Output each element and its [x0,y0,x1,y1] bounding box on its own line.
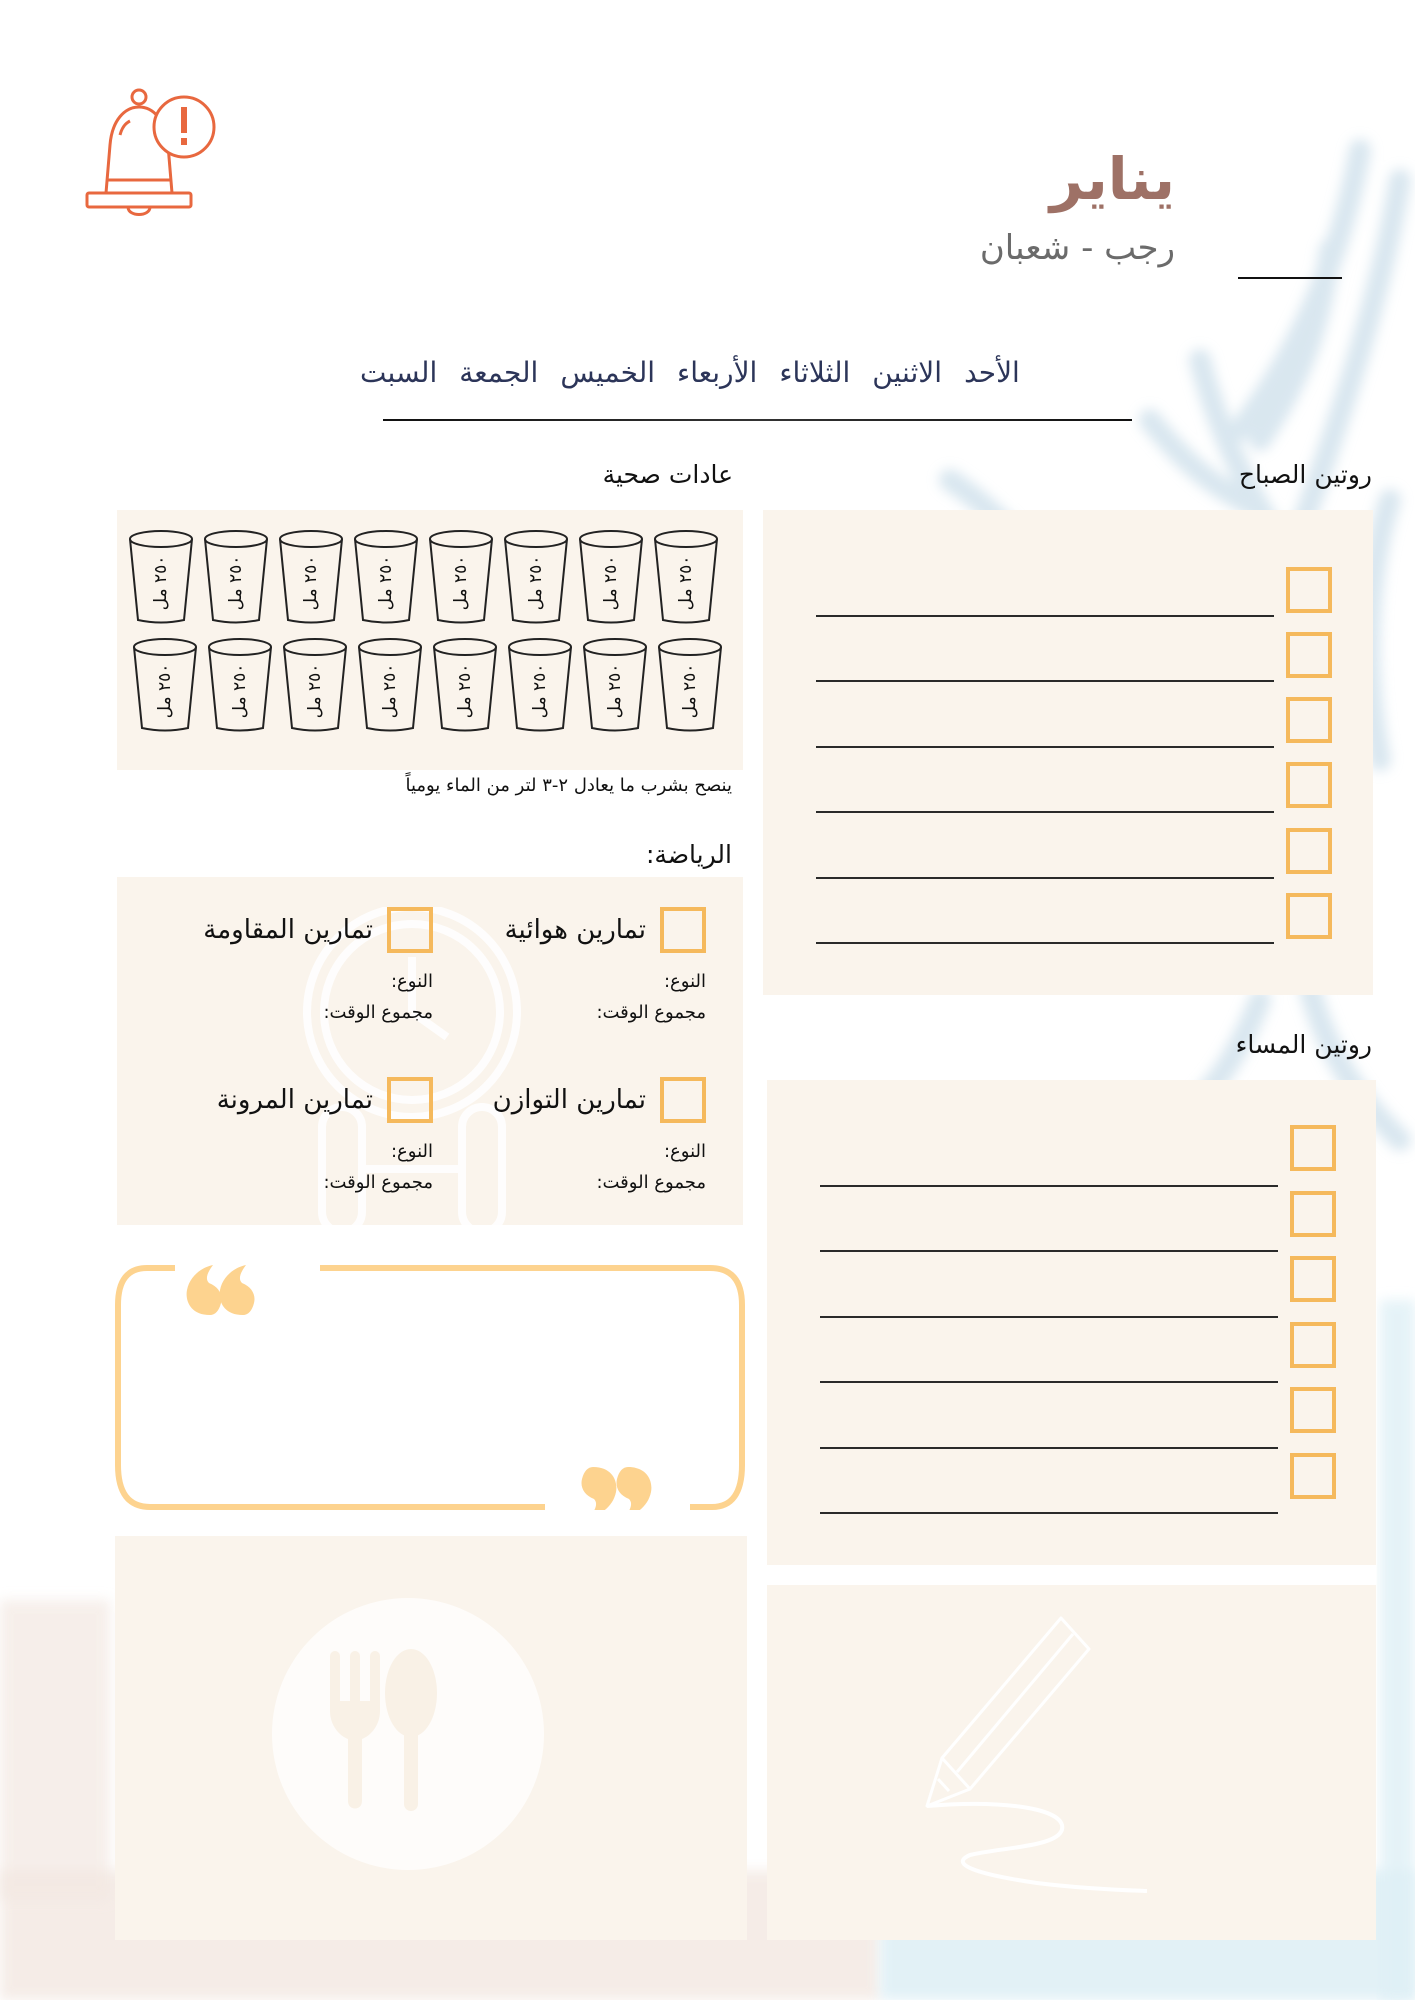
water-cup[interactable] [578,530,644,626]
cup-label: ٢٥٠ مل [676,555,696,611]
day-saturday[interactable]: السبت [360,356,438,389]
water-cup[interactable] [278,530,344,626]
routine-checkbox[interactable] [1290,1453,1336,1499]
routine-row [767,1125,1376,1191]
notes-panel[interactable] [767,1585,1376,1940]
exercise-checkbox[interactable] [660,907,706,953]
cup-label: ٢٥٠ مل [155,663,175,719]
water-cup[interactable] [503,530,569,626]
water-cup[interactable] [282,638,348,734]
water-cup[interactable] [582,638,648,734]
exercise-time-field[interactable]: مجموع الوقت: [596,1002,706,1023]
exercise-name: تمارين التوازن [492,1085,646,1115]
cup-label: ٢٥٠ مل [376,555,396,611]
fork-spoon-icon [270,1596,550,1876]
routine-line[interactable] [816,877,1274,879]
exercise-name: تمارين هوائية [504,915,646,945]
routine-line[interactable] [820,1381,1278,1383]
cup-label: ٢٥٠ مل [605,663,625,719]
routine-line[interactable] [820,1447,1278,1449]
water-recommendation: ينصح بشرب ما يعادل ٢-٣ لتر من الماء يومياً [405,775,732,796]
water-cup[interactable] [657,638,723,734]
exercise-type-field[interactable]: النوع: [663,1141,706,1162]
exercise-type-field[interactable]: النوع: [663,971,706,992]
exercise-item-balance [493,1077,706,1193]
exercise-name: تمارين المقاومة [203,915,373,945]
cup-label: ٢٥٠ مل [530,663,550,719]
water-tracker-panel [117,510,743,770]
routine-line[interactable] [820,1250,1278,1252]
routine-row [763,621,1373,687]
routine-row [767,1256,1376,1322]
routine-row [763,686,1373,752]
exercise-time-field[interactable]: مجموع الوقت: [323,1002,433,1023]
routine-row [767,1191,1376,1257]
water-cup[interactable] [207,638,273,734]
water-cup[interactable] [507,638,573,734]
morning-routine-title: روتين الصباح [1238,460,1372,489]
routine-checkbox[interactable] [1290,1125,1336,1171]
pencil-icon [767,1585,1376,1940]
cup-label: ٢٥٠ مل [680,663,700,719]
cup-label: ٢٥٠ مل [380,663,400,719]
routine-checkbox[interactable] [1290,1191,1336,1237]
exercise-item-aerobic [505,907,706,1023]
day-sunday[interactable]: الأحد [964,356,1020,389]
routine-checkbox[interactable] [1286,828,1332,874]
water-cup[interactable] [353,530,419,626]
evening-routine-title: روتين المساء [1235,1030,1372,1059]
water-cup[interactable] [128,530,194,626]
water-cup[interactable] [428,530,494,626]
routine-checkbox[interactable] [1286,632,1332,678]
routine-row [767,1387,1376,1453]
routine-row [763,817,1373,883]
routine-row [767,1322,1376,1388]
routine-line[interactable] [820,1512,1278,1514]
exercise-checkbox[interactable] [387,1077,433,1123]
water-cup[interactable] [132,638,198,734]
cup-label: ٢٥٠ مل [305,663,325,719]
routine-checkbox[interactable] [1286,762,1332,808]
week-days [360,356,1110,389]
day-thursday[interactable]: الخميس [560,356,656,389]
cup-label: ٢٥٠ مل [151,555,171,611]
routine-line[interactable] [816,680,1274,682]
routine-checkbox[interactable] [1286,567,1332,613]
days-divider [383,419,1132,421]
bell-alert-icon [80,85,220,225]
water-cup[interactable] [432,638,498,734]
exercise-panel [117,877,743,1225]
day-monday[interactable]: الاثنين [872,356,943,389]
exercise-checkbox[interactable] [387,907,433,953]
routine-line[interactable] [820,1316,1278,1318]
routine-line[interactable] [816,746,1274,748]
quote-text-area[interactable] [140,1300,720,1480]
healthy-habits-title: عادات صحية [602,460,733,489]
routine-checkbox[interactable] [1286,893,1332,939]
cup-label: ٢٥٠ مل [455,663,475,719]
exercise-time-field[interactable]: مجموع الوقت: [323,1172,433,1193]
hijri-months: رجب - شعبان [979,228,1175,268]
routine-line[interactable] [816,615,1274,617]
morning-routine-panel [763,510,1373,995]
exercise-checkbox[interactable] [660,1077,706,1123]
routine-row [763,883,1373,949]
exercise-item-flexibility [217,1077,433,1193]
meals-panel[interactable] [115,1536,747,1940]
water-cup[interactable] [357,638,423,734]
exercise-title: الرياضة: [646,840,732,869]
cup-label: ٢٥٠ مل [601,555,621,611]
day-tuesday[interactable]: الثلاثاء [779,356,851,389]
routine-checkbox[interactable] [1286,697,1332,743]
date-line[interactable] [1238,277,1342,279]
routine-checkbox[interactable] [1290,1256,1336,1302]
routine-row [763,555,1373,621]
evening-routine-panel [767,1080,1376,1565]
routine-row [767,1453,1376,1519]
water-cup[interactable] [653,530,719,626]
cup-label: ٢٥٠ مل [451,555,471,611]
routine-line[interactable] [816,811,1274,813]
exercise-type-field[interactable]: النوع: [390,971,433,992]
routine-checkbox[interactable] [1290,1387,1336,1433]
exercise-time-field[interactable]: مجموع الوقت: [596,1172,706,1193]
exercise-name: تمارين المرونة [216,1085,373,1115]
routine-line[interactable] [816,942,1274,944]
water-cup[interactable] [203,530,269,626]
cup-label: ٢٥٠ مل [230,663,250,719]
cup-label: ٢٥٠ مل [301,555,321,611]
cup-label: ٢٥٠ مل [226,555,246,611]
month-title: يناير [1049,145,1175,213]
routine-checkbox[interactable] [1290,1322,1336,1368]
day-friday[interactable]: الجمعة [459,356,539,389]
cup-label: ٢٥٠ مل [526,555,546,611]
exercise-type-field[interactable]: النوع: [390,1141,433,1162]
exercise-item-resistance [203,907,433,1023]
routine-line[interactable] [820,1185,1278,1187]
day-wednesday[interactable]: الأربعاء [677,356,758,389]
routine-row [763,752,1373,818]
